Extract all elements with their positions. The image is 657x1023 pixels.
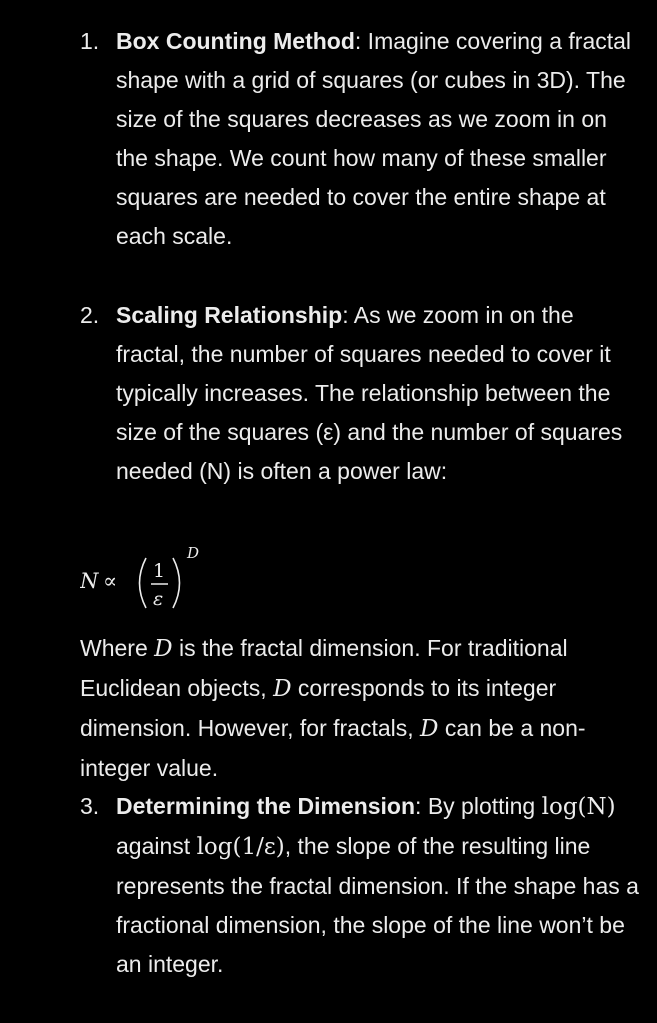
math-expression: log(N)	[541, 794, 616, 820]
list-item-body: against	[116, 833, 197, 859]
list-item-title: Determining the Dimension	[116, 793, 416, 819]
paragraph-text: Where	[80, 635, 155, 661]
formula-exponent: D	[187, 546, 200, 562]
list-item-number: 3.	[80, 793, 100, 819]
list-item-text	[116, 296, 640, 491]
list-item-number: 2.	[80, 302, 100, 328]
list-item-title: Scaling Relationship	[116, 302, 343, 328]
list-item-number: 1.	[80, 28, 100, 54]
list-item-body: : As we zoom in on the fractal, the number of squares needed to cover it typically increases. The relationship between the size of the squares (ε) and the number of squares needed (N) is often a power law:	[116, 302, 623, 484]
list-item-title: Box Counting Method	[116, 28, 355, 54]
list-item-box-counting	[80, 22, 640, 256]
list-item-text	[116, 22, 640, 256]
formula-lhs: N	[80, 569, 99, 593]
paragraph-text: is the fractal dimension. For traditional Euclidean objects,	[80, 635, 568, 701]
formula-right-paren	[173, 558, 180, 608]
math-variable: D	[154, 636, 173, 662]
math-variable: D	[273, 676, 292, 702]
paragraph-text: corresponds to its integer dimension. However, for fractals,	[80, 675, 557, 741]
list-item-scaling-relationship	[80, 296, 640, 491]
math-variable: D	[420, 716, 439, 742]
list-item-body: : By plotting	[415, 793, 542, 819]
paragraph-text: can be a non-integer value.	[80, 715, 586, 781]
list-item-body: , the slope of the resulting line represents the fractal dimension. If the shape has a fractional dimension, the slope of the line won’t be an integer.	[116, 833, 639, 977]
list-item-text	[116, 787, 640, 984]
formula-relation: ∝	[103, 569, 118, 593]
explanation-paragraph	[80, 629, 640, 788]
list-item-determining-dimension	[80, 787, 640, 984]
math-expression: log(1/ε)	[196, 834, 285, 860]
power-law-formula	[80, 546, 280, 616]
formula-numerator: 1	[153, 560, 166, 582]
formula-denominator: ε	[153, 588, 164, 610]
list-item-body: : Imagine covering a fractal shape with a grid of squares (or cubes in 3D). The size of the squares decreases as we zoom in on the shape. We count how many of these smaller squares are needed to cover the entire shape at each scale.	[116, 28, 632, 249]
formula-left-paren	[140, 558, 147, 608]
